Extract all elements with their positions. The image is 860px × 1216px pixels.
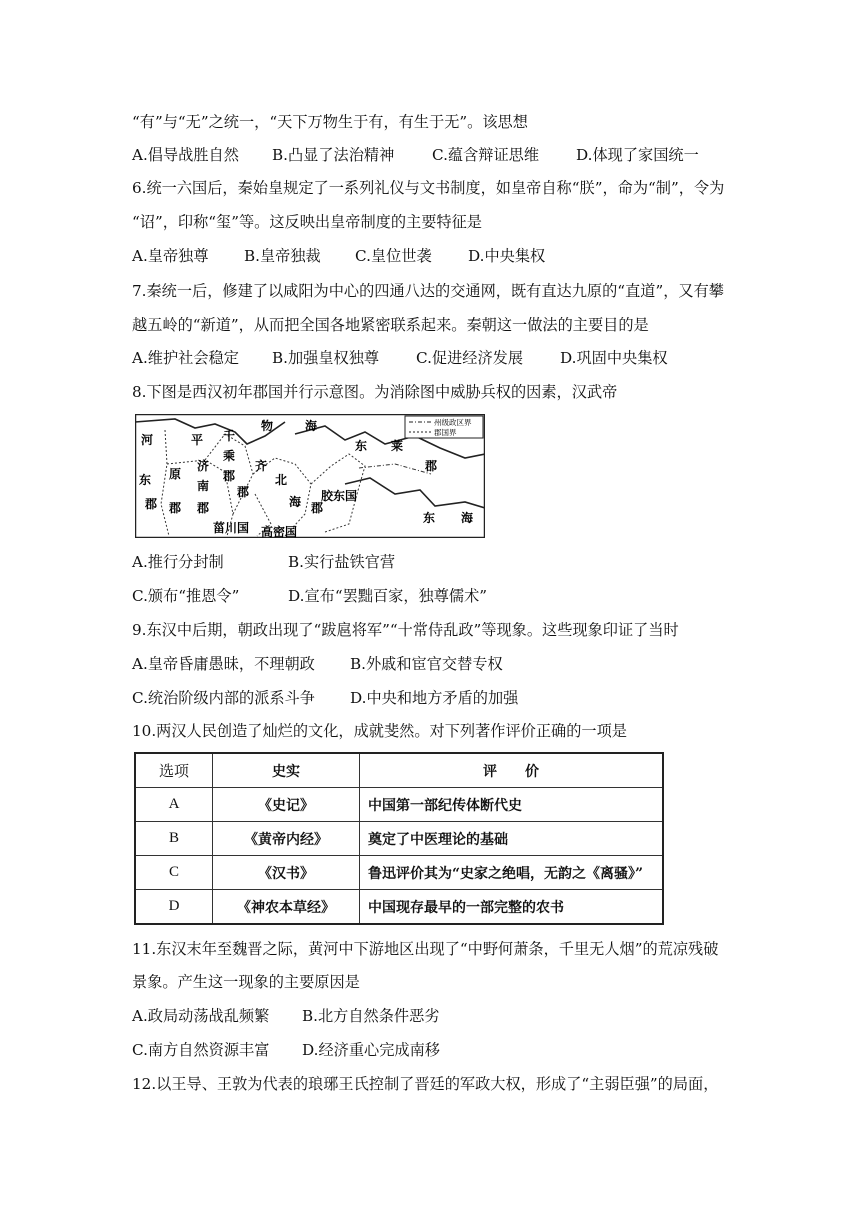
table-cell: 鲁迅评价其为“史家之绝唱，无韵之《离骚》” (360, 856, 664, 890)
table-row (135, 856, 663, 890)
q6-stem: 6.统一六国后，秦始皇规定了一系列礼仪与文书制度，如皇帝自称“朕”，命为“制”，令为 (132, 179, 725, 197)
map-label: 郡 (145, 497, 158, 511)
q8-option-c: C.颁布“推恩令” (132, 587, 240, 605)
map-label: 菑川国 (213, 521, 250, 535)
q12-stem: 12.以王导、王敦为代表的琅琊王氏控制了晋廷的军政大权，形成了“主弱臣强”的局面， (132, 1075, 719, 1093)
works-evaluation-table (134, 752, 664, 925)
map-label: 千 (223, 429, 236, 443)
map-label: 郡 (223, 469, 236, 483)
map-label: 齐 (255, 459, 268, 473)
q9-option-d: D.中央和地方矛盾的加强 (350, 689, 519, 707)
q7-option-c: C.促进经济发展 (416, 349, 524, 367)
map-label: 高密国 (261, 525, 298, 538)
table-cell: C (135, 856, 213, 890)
legend-label: 郡国界 (434, 428, 457, 437)
table-cell: 奠定了中医理论的基础 (360, 822, 664, 856)
q8-stem: 8.下图是西汉初年郡国并行示意图。为消除图中威胁兵权的因素，汉武帝 (132, 383, 618, 401)
map-label: 海 (461, 511, 474, 525)
table-cell: 《神农本草经》 (213, 890, 360, 925)
table-cell: 《汉书》 (213, 856, 360, 890)
q7-option-d: D.巩固中央集权 (560, 349, 668, 367)
map-label: 北 (275, 473, 288, 487)
table-cell: B (135, 822, 213, 856)
q9-option-c: C.统治阶级内部的派系斗争 (132, 689, 315, 707)
q6-option-d: D.中央集权 (468, 247, 546, 265)
q6-option-c: C.皇位世袭 (355, 247, 432, 265)
table-header: 选项 (135, 753, 213, 788)
q7-option-a: A.维护社会稳定 (132, 349, 239, 367)
q8-option-a: A.推行分封制 (132, 553, 224, 571)
table-header: 史实 (213, 753, 360, 788)
q8-option-d: D.宣布“罢黜百家，独尊儒术” (288, 587, 488, 605)
map-label: 东 (355, 439, 368, 453)
q5-option-b: B.凸显了法治精神 (272, 146, 395, 164)
q11-stem: 11.东汉末年至魏晋之际，黄河中下游地区出现了“中野何萧条，千里无人烟”的荒凉残破 (132, 940, 719, 958)
table-cell: 《史记》 (213, 788, 360, 822)
q7-stem: 7.秦统一后，修建了以咸阳为中心的四通八达的交通网，既有直达九原的“直道”，又有攀 (132, 282, 724, 300)
q11-option-c: C.南方自然资源丰富 (132, 1041, 270, 1059)
map-label: 东 (423, 511, 436, 525)
q6-stem-cont: “诏”，印称“玺”等。这反映出皇帝制度的主要特征是 (132, 213, 482, 231)
q11-option-b: B.北方自然条件恶劣 (302, 1007, 440, 1025)
q11-stem-cont: 景象。产生这一现象的主要原因是 (132, 973, 360, 991)
q5-option-c: C.蕴含辩证思维 (432, 146, 540, 164)
map-label: 海 (305, 419, 318, 433)
map-label: 南 (197, 479, 210, 493)
map-label: 郡 (311, 501, 324, 515)
q7-option-b: B.加强皇权独尊 (272, 349, 380, 367)
table-cell: 中国第一部纪传体断代史 (360, 788, 664, 822)
q7-stem-cont: 越五岭的“新道”，从而把全国各地紧密联系起来。秦朝这一做法的主要目的是 (132, 316, 649, 334)
table-cell: A (135, 788, 213, 822)
q5-option-a: A.倡导战胜自然 (132, 146, 239, 164)
q9-stem: 9.东汉中后期，朝政出现了“跋扈将军”“十常侍乱政”等现象。这些现象印证了当时 (132, 621, 679, 639)
q8-option-b: B.实行盐铁官营 (288, 553, 396, 571)
map-label: 莱 (391, 439, 404, 453)
map-label: 济 (197, 459, 210, 473)
map-label: 乘 (223, 449, 236, 463)
legend-label: 州级政区界 (434, 418, 472, 427)
map-label: 海 (289, 495, 302, 509)
q6-option-a: A.皇帝独尊 (132, 247, 209, 265)
table-row (135, 890, 663, 925)
table-cell: D (135, 890, 213, 925)
map-label: 胶东国 (321, 489, 358, 503)
table-cell: 中国现存最早的一部完整的农书 (360, 890, 664, 925)
q11-option-d: D.经济重心完成南移 (302, 1041, 440, 1059)
table-cell: 《黄帝内经》 (213, 822, 360, 856)
q11-option-a: A.政局动荡战乱频繁 (132, 1007, 270, 1025)
table-header-row (135, 753, 663, 788)
map-label: 东 (139, 473, 152, 487)
table-row (135, 822, 663, 856)
map-label: 郡 (237, 485, 250, 499)
map-label: 郡 (197, 501, 210, 515)
western-han-map (135, 414, 485, 538)
q6-option-b: B.皇帝独裁 (244, 247, 321, 265)
map-label: 河 (141, 433, 154, 447)
map-label: 原 (169, 467, 182, 481)
table-row (135, 788, 663, 822)
table-header: 评 价 (360, 753, 664, 788)
map-label: 平 (191, 433, 204, 447)
map-label: 郡 (169, 501, 182, 515)
map-label: 物 (261, 419, 274, 433)
q5-option-d: D.体现了家国统一 (576, 146, 699, 164)
map-label: 郡 (425, 459, 438, 473)
q10-stem: 10.两汉人民创造了灿烂的文化，成就斐然。对下列著作评价正确的一项是 (132, 722, 627, 740)
q5-text: “有”与“无”之统一，“天下万物生于有，有生于无”。该思想 (132, 113, 528, 131)
q9-option-b: B.外戚和宦官交替专权 (350, 655, 503, 673)
q9-option-a: A.皇帝昏庸愚昧，不理朝政 (132, 655, 315, 673)
